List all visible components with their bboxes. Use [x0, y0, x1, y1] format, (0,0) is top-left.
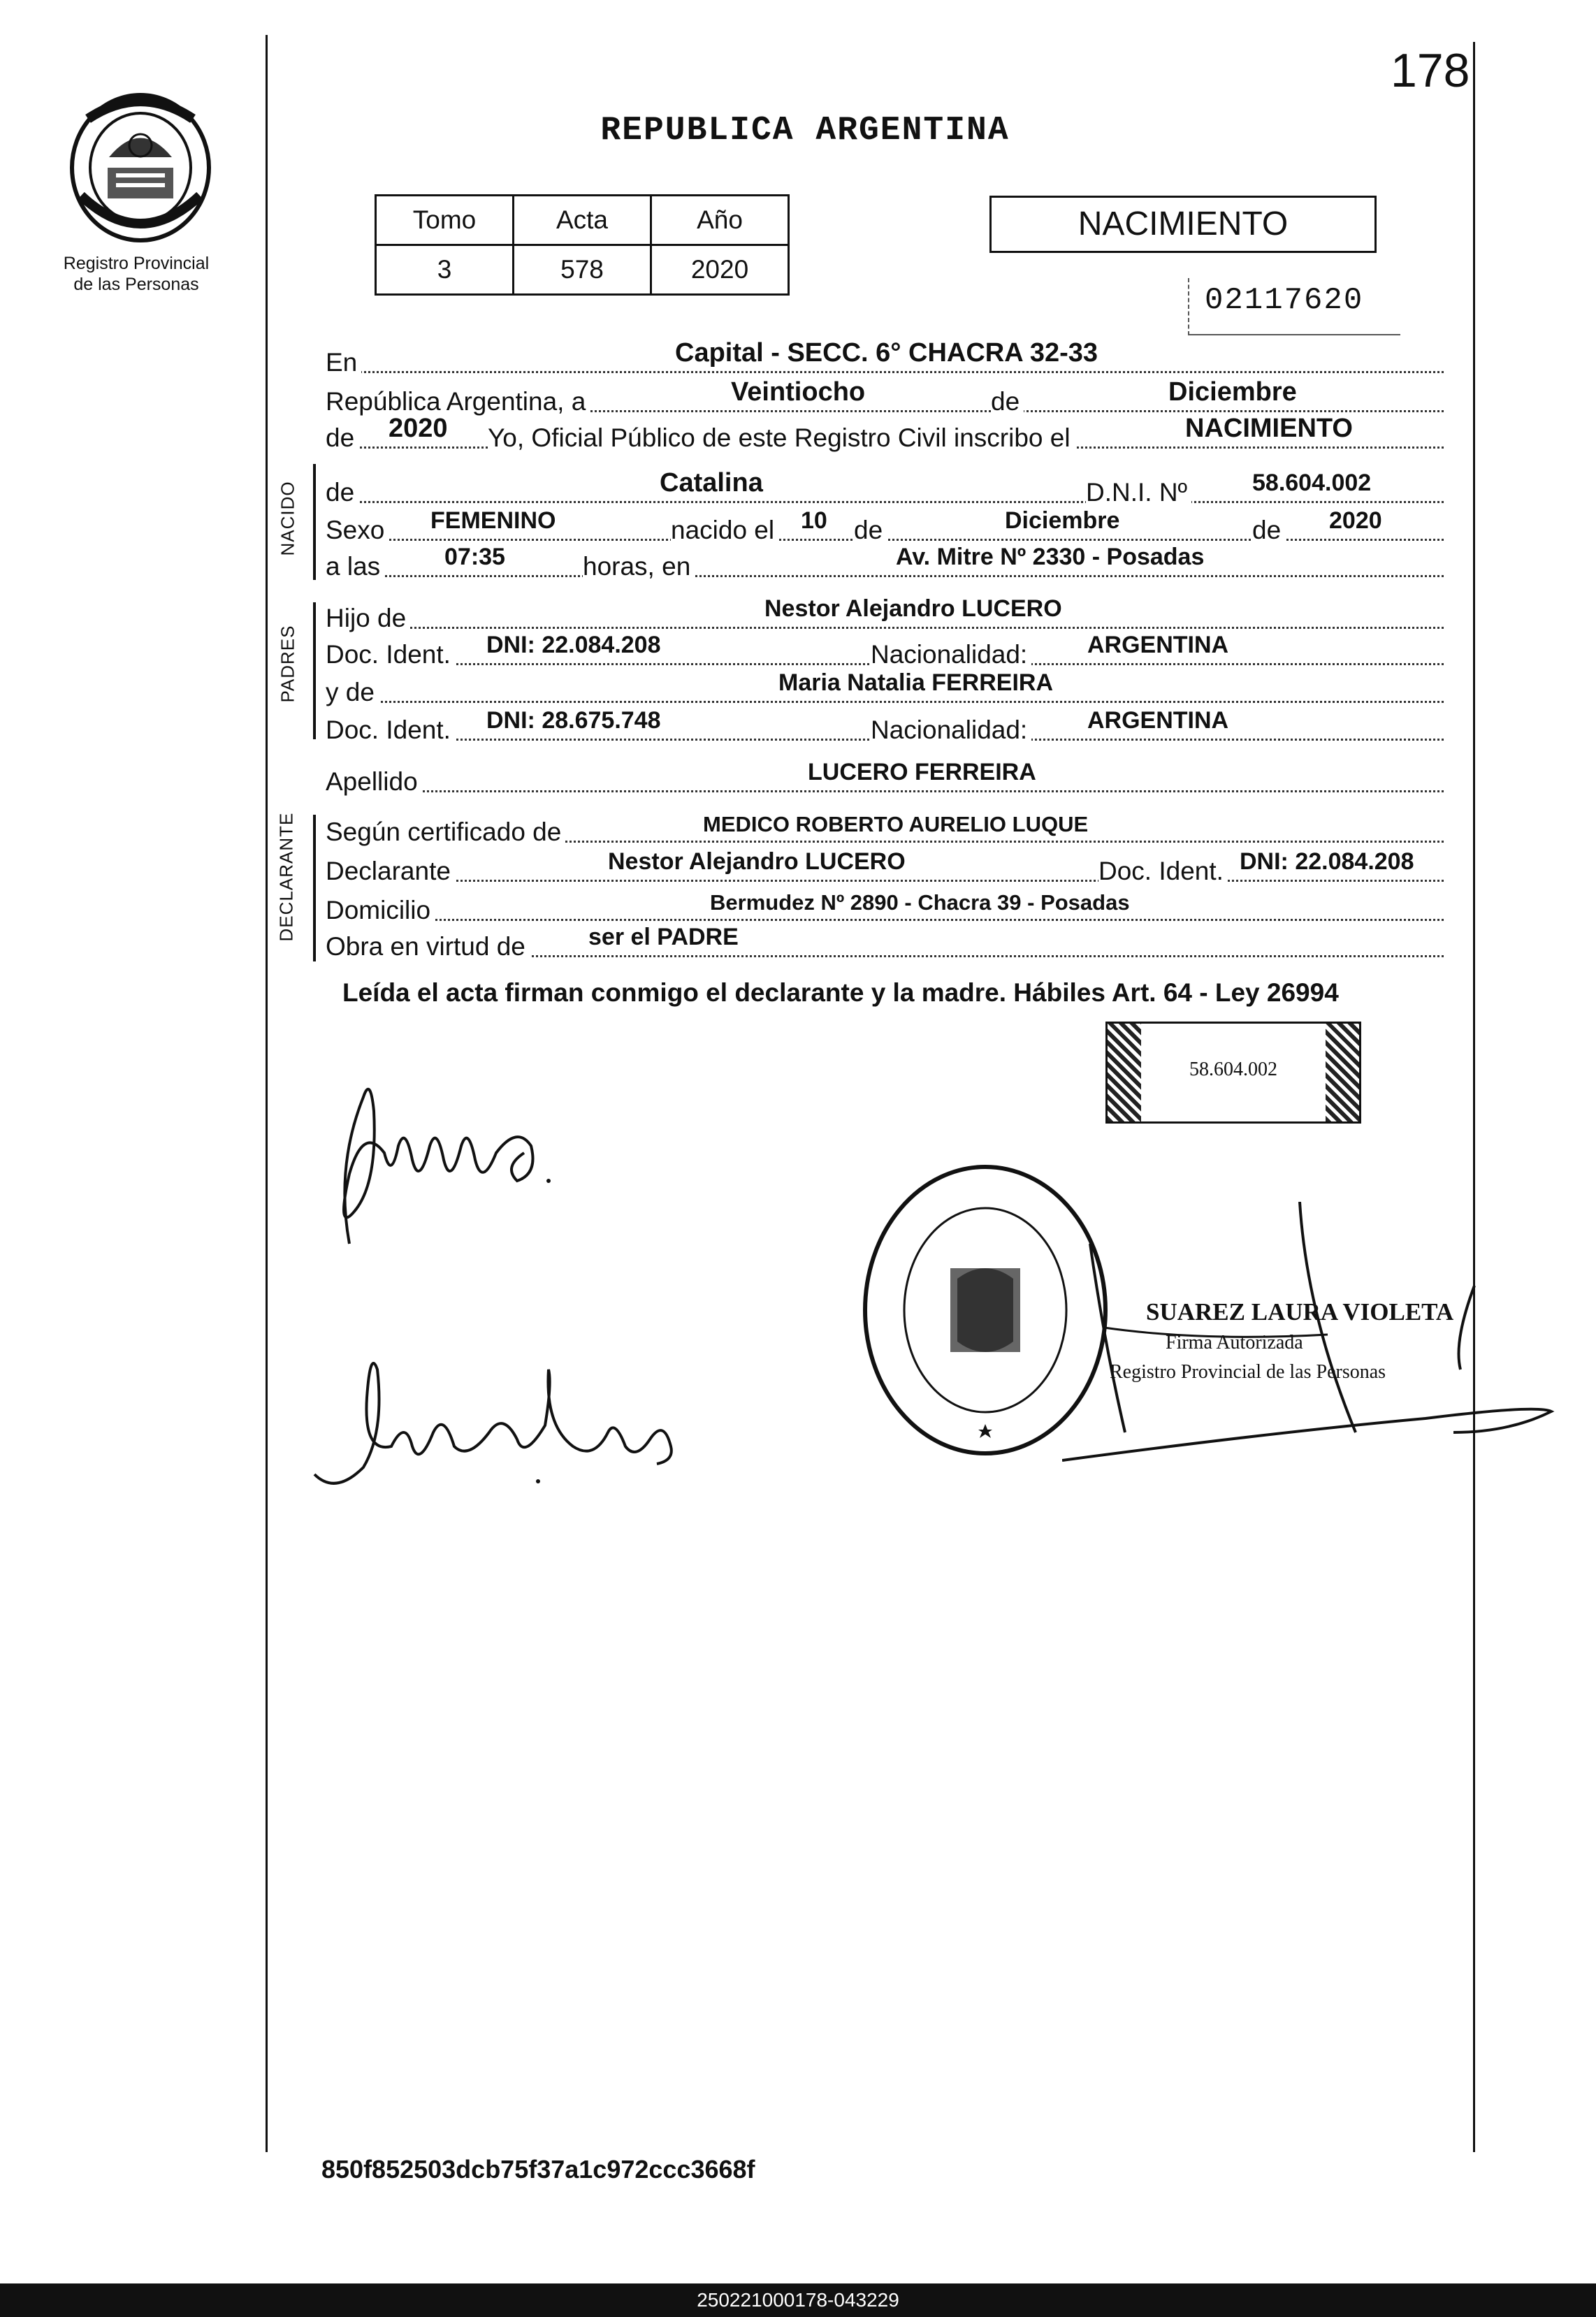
de2-label: de — [326, 423, 358, 453]
birth-year: 2020 — [1329, 507, 1382, 534]
closing-note: Leída el acta firman conmigo el declarante y la madre. Hábiles Art. 64 - Ley 26994 — [342, 978, 1339, 1007]
declarante-label: Declarante — [326, 857, 455, 886]
row-nacido-name — [326, 470, 1444, 509]
mother-nationality: ARGENTINA — [1087, 707, 1229, 734]
official-name: SUAREZ LAURA VIOLETA — [1146, 1298, 1454, 1325]
birth-day: 10 — [801, 507, 827, 534]
declarante-doc-label: Doc. Ident. — [1098, 857, 1228, 886]
republica-label: República Argentina, a — [326, 387, 590, 416]
declarante-value: Nestor Alejandro LUCERO — [608, 848, 906, 875]
official-institution: Registro Provincial de las Personas — [1110, 1361, 1386, 1383]
row-hora — [326, 544, 1444, 583]
inscribo-label: Yo, Oficial Público de este Registro Civil inscribo el — [488, 423, 1075, 453]
de-label: de — [991, 387, 1024, 416]
certificado-value: MEDICO ROBERTO AURELIO LUQUE — [703, 812, 1089, 836]
en-label: En — [326, 348, 361, 377]
en-value: Capital - SECC. 6° CHACRA 32-33 — [675, 338, 1098, 368]
obra-label: Obra en virtud de — [326, 932, 530, 961]
year-value: 2020 — [389, 414, 448, 443]
sexo-label: Sexo — [326, 516, 389, 545]
row-en — [326, 340, 1444, 379]
birth-de-label-2: de — [1252, 516, 1285, 545]
declarante-section-label: DECLARANTE — [275, 812, 297, 942]
father-name: Nestor Alejandro LUCERO — [764, 595, 1062, 622]
domicilio-value: Bermudez Nº 2890 - Chacra 39 - Posadas — [710, 890, 1130, 915]
anio-header: Año — [651, 196, 789, 245]
apellido-value: LUCERO FERREIRA — [808, 759, 1036, 785]
nacido-el-label: nacido el — [671, 516, 778, 545]
declarante-bracket — [313, 815, 316, 961]
domicilio-label: Domicilio — [326, 896, 435, 925]
y-de-label: y de — [326, 678, 379, 707]
dni-stamp-number: 58.604.002 — [1189, 1059, 1277, 1080]
document-hash-code: 850f852503dcb75f37a1c972ccc3668f — [321, 2155, 755, 2184]
anio-value: 2020 — [651, 245, 789, 295]
birth-month: Diciembre — [1005, 507, 1120, 534]
father-nationality: ARGENTINA — [1087, 632, 1229, 658]
a-las-label: a las — [326, 552, 384, 581]
child-dni: 58.604.002 — [1252, 470, 1372, 496]
dni-label: D.N.I. Nº — [1086, 478, 1191, 507]
row-apellido — [326, 759, 1444, 798]
birth-time: 07:35 — [444, 544, 505, 570]
tomo-header: Tomo — [376, 196, 514, 245]
mother-name: Maria Natalia FERREIRA — [778, 669, 1053, 696]
sexo-value: FEMENINO — [430, 507, 556, 534]
dni-number-stamp — [1105, 1022, 1361, 1124]
mother-nationality-label: Nacionalidad: — [871, 716, 1031, 745]
row-y-de — [326, 669, 1444, 709]
inscribo-value: NACIMIENTO — [1185, 414, 1353, 443]
record-type-box: NACIMIENTO — [989, 196, 1377, 253]
logo-caption-line1: Registro Provincial — [63, 254, 210, 273]
row-certificado — [326, 809, 1444, 848]
right-margin-line — [1473, 42, 1475, 2152]
row-republica — [326, 379, 1444, 418]
row-mother-doc — [326, 707, 1444, 746]
document-title: REPUBLICA ARGENTINA — [600, 112, 1010, 150]
tomo-value: 3 — [376, 245, 514, 295]
acta-header: Acta — [514, 196, 651, 245]
nacido-bracket — [313, 464, 316, 580]
child-name: Catalina — [660, 468, 763, 497]
serial-number: 02117620 — [1188, 278, 1400, 335]
apellido-label: Apellido — [326, 767, 422, 797]
logo-caption — [42, 253, 231, 295]
footer-code-bar: 250221000178-043229 — [0, 2283, 1596, 2317]
logo-caption-line2: de las Personas — [73, 275, 199, 294]
mother-signature — [307, 1342, 727, 1495]
row-declarante — [326, 848, 1444, 887]
birth-place: Av. Mitre Nº 2330 - Posadas — [896, 544, 1205, 570]
mother-doc-label: Doc. Ident. — [326, 716, 455, 745]
mother-doc: DNI: 28.675.748 — [486, 707, 661, 734]
day-value: Veintiocho — [731, 377, 866, 407]
birth-de-label: de — [854, 516, 887, 545]
declarante-doc: DNI: 22.084.208 — [1240, 848, 1414, 875]
obra-value: ser el PADRE — [588, 924, 739, 950]
left-margin-line — [266, 35, 268, 2152]
official-role: Firma Autorizada — [1166, 1332, 1303, 1353]
row-obra — [326, 924, 1444, 963]
row-hijo-de — [326, 595, 1444, 634]
certificado-label: Según certificado de — [326, 818, 565, 847]
nacido-de-label: de — [326, 478, 358, 507]
father-nationality-label: Nacionalidad: — [871, 640, 1031, 669]
acta-value: 578 — [514, 245, 651, 295]
father-doc: DNI: 22.084.208 — [486, 632, 661, 658]
hijo-de-label: Hijo de — [326, 604, 410, 633]
row-inscribo — [326, 415, 1444, 454]
padres-section-label: PADRES — [277, 625, 298, 703]
row-father-doc — [326, 632, 1444, 671]
page-number: 178 — [1391, 44, 1470, 97]
padres-bracket — [313, 602, 316, 739]
nacido-section-label: NACIDO — [277, 481, 298, 556]
official-signature — [1062, 1202, 1565, 1467]
acta-reference-table — [375, 194, 790, 296]
father-doc-label: Doc. Ident. — [326, 640, 455, 669]
month-value: Diciembre — [1168, 377, 1297, 407]
horas-label: horas, en — [583, 552, 695, 581]
row-domicilio — [326, 887, 1444, 927]
declarant-signature — [307, 1069, 657, 1251]
row-sexo — [326, 507, 1444, 546]
